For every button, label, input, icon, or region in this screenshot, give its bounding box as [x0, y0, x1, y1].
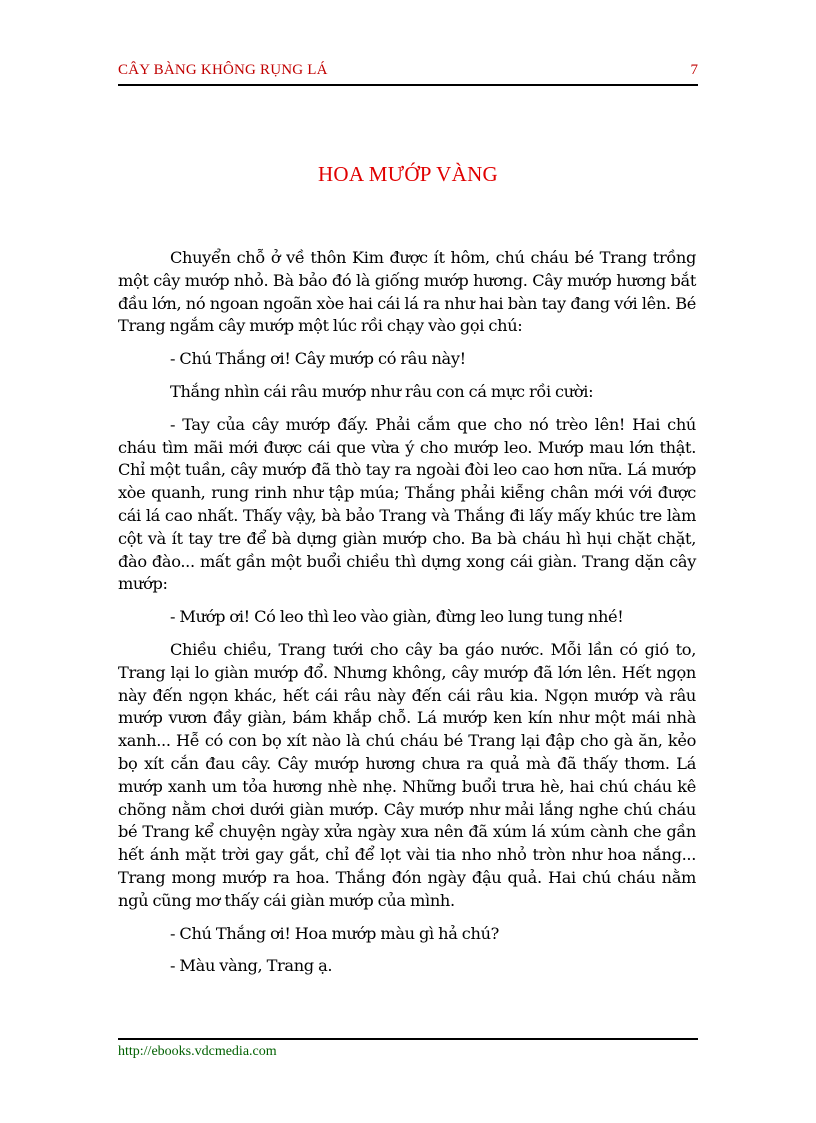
- paragraph-4: - Tay của cây mướp đấy. Phải cắm que cho nó trèo lên! Hai chú cháu tìm mãi mới được cái que vừa ý cho mướp leo. Mướp mau lớn thật. Chỉ một tuần, cây mướp đã thò tay ra ngoài đòi leo cao hơn nữa. Lá mướp xòe quanh, rung rinh như tập múa; Thắng phải kiễng chân mới với được cái lá cao nhất. Thấy vậy, bà bảo Trang và Thắng đi lấy mấy khúc tre làm cột và ít tay tre để bà dựng giàn mướp cho. Ba bà cháu hì hụi chặt chặt, đào đào... mất gần một buổi chiều thì dựng xong cái giàn. Trang dặn cây mướp:: [118, 414, 696, 594]
- paragraph-5: - Mướp ơi! Có leo thì leo vào giàn, đừng leo lung tung nhé!: [170, 607, 624, 627]
- chapter-title: HOA MƯỚP VÀNG: [317, 162, 499, 186]
- paragraph-7: - Chú Thắng ơi! Hoa mướp màu gì hả chú?: [170, 923, 499, 943]
- paragraph-8: - Màu vàng, Trang ạ.: [170, 956, 333, 976]
- running-title: CÂY BÀNG KHÔNG RỤNG LÁ: [118, 62, 328, 78]
- page-footer: [118, 1038, 698, 1060]
- paragraph-1: Chuyển chỗ ở về thôn Kim được ít hôm, chú cháu bé Trang trồng một cây mướp nhỏ. Bà bảo đó là giống mướp hương. Cây mướp hương bắt đầu lớn, nó ngoan ngoãn xòe hai cái lá ra như hai bàn tay đang với lên. Bé Trang ngắm cây mướp một lúc rồi chạy vào gọi chú:: [118, 248, 696, 336]
- footer-link[interactable]: http://ebooks.vdcmedia.com: [118, 1044, 277, 1059]
- paragraph-2: - Chú Thắng ơi! Cây mướp có râu này!: [170, 349, 466, 369]
- page-number: 7: [690, 62, 698, 78]
- story-body: [118, 247, 696, 988]
- paragraph-3: Thắng nhìn cái râu mướp như râu con cá mực rồi cười:: [170, 381, 594, 401]
- paragraph-6: Chiều chiều, Trang tưới cho cây ba gáo nước. Mỗi lần có gió to, Trang lại lo giàn mướp đổ. Nhưng không, cây mướp đã lớn lên. Hết ngọn này đến ngọn khác, hết cái râu này đến cái râu kia. Ngọn mướp và râu mướp vươn đầy giàn, bám khắp chỗ. Lá mướp ken kín như một mái nhà xanh... Hễ có con bọ xít nào là chú cháu bé Trang lại đập cho gà ăn, kẻo bọ xít cắn đau cây. Cây mướp hương chưa ra quả mà đã thấy thơm. Lá mướp xanh um tỏa hương nhè nhẹ. Những buổi trưa hè, hai chú cháu kê chõng nằm chơi dưới giàn mướp. Cây mướp như mải lắng nghe chú cháu bé Trang kể chuyện ngày xửa ngày xưa nên đã xúm lá xúm cành che gần hết ánh mặt trời gay gắt, chỉ để lọt vài tia nho nhỏ tròn như hoa nắng... Trang mong mướp ra hoa. Thắng đón ngày đậu quả. Hai chú cháu nằm ngủ cũng mơ thấy cái giàn mướp của mình.: [118, 639, 696, 910]
- page-header: [118, 60, 698, 86]
